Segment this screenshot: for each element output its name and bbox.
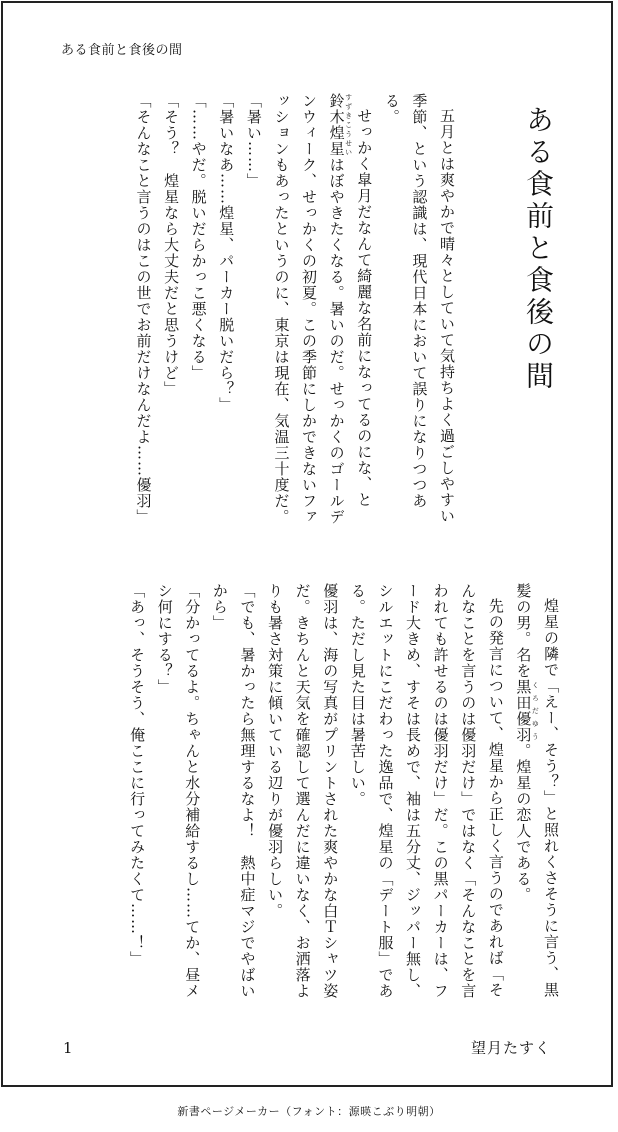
lower-text-block	[59, 583, 564, 1013]
author-name: 望月たすく	[470, 1039, 551, 1057]
dialogue-line: 「そう？ 煌星なら大丈夫だと思うけど」	[162, 93, 181, 397]
paragraph: 五月とは爽やかで晴々としていて気持ちよく過ごしやすい季節、という認識は、現代日本において誤りになりつつある。	[382, 93, 456, 524]
paragraph: 煌星の隣で「えー、そう？」と照れくさそうに言う、黒髪の男。名を黒田優羽 くろだゆう。煌星の恋人である。	[514, 583, 560, 998]
dialogue-line: 「でも、暑かったら無理するなよ！ 熱中症マジでやばいから」	[210, 583, 257, 999]
chapter-title: ある食前と食後の間	[522, 105, 555, 393]
character-name-kosei: 鈴木煌星 すずきこうせい	[327, 93, 353, 157]
dialogue-line: 「そんなこと言うのはこの世でお前だけなんだよ……優羽」	[134, 93, 153, 525]
page-number: 1	[63, 1039, 73, 1057]
paragraph: 先の発言について、煌星から正しく言うのであれば「そんなことを言うのは優羽だけ」ではなく「そんなことを言われても許せるのは優羽だけ」だ。この黒パーカーは、フード大きめ、すそは長めで、袖は五分丈、ジッパー無し、シルエットにこだわった逸品で、煌星の「デート服」である。ただし見た目は暑苦しい。	[348, 583, 505, 999]
running-header: ある食前と食後の間	[61, 43, 183, 58]
character-name-yuu: 黒田優羽 くろだゆう	[514, 679, 540, 743]
paragraph: せっかく皐月だなんて綺麗な名前になってるのにな、と鈴木煌星 すずきこうせいはぼやきたくなる。暑いのだ。せっかくのゴールデンウィーク、せっかくの初夏。この季節にしかできないファッションもあったというのに、東京は現在、気温三十度だ。	[272, 93, 374, 525]
paragraph: 優羽は、海の写真がプリントされた爽やかな白Ｔシャツ姿だ。きちんと天気を確認して選んだに違いなく、お洒落よりも暑さ対策に傾いている辺りが優羽らしい。	[266, 583, 340, 999]
dialogue-line: 「分かってるよ。ちゃんと水分補給するし……てか、昼メシ何にする？」	[155, 583, 202, 999]
book-page	[1, 1, 613, 1087]
dialogue-line: 「暑いなあ……煌星、パーカー脱いだら？」	[217, 93, 236, 413]
generator-caption: 新書ページメーカー（フォント：源暎こぶり明朝）	[177, 1105, 441, 1118]
upper-text-block	[59, 93, 564, 533]
dialogue-line: 「暑い……」	[244, 93, 263, 189]
dialogue-line: 「……やだ。脱いだらかっこ悪くなる」	[189, 93, 208, 381]
dialogue-line: 「あっ、そうそう、俺ここに行ってみたくて……！」	[128, 583, 147, 967]
